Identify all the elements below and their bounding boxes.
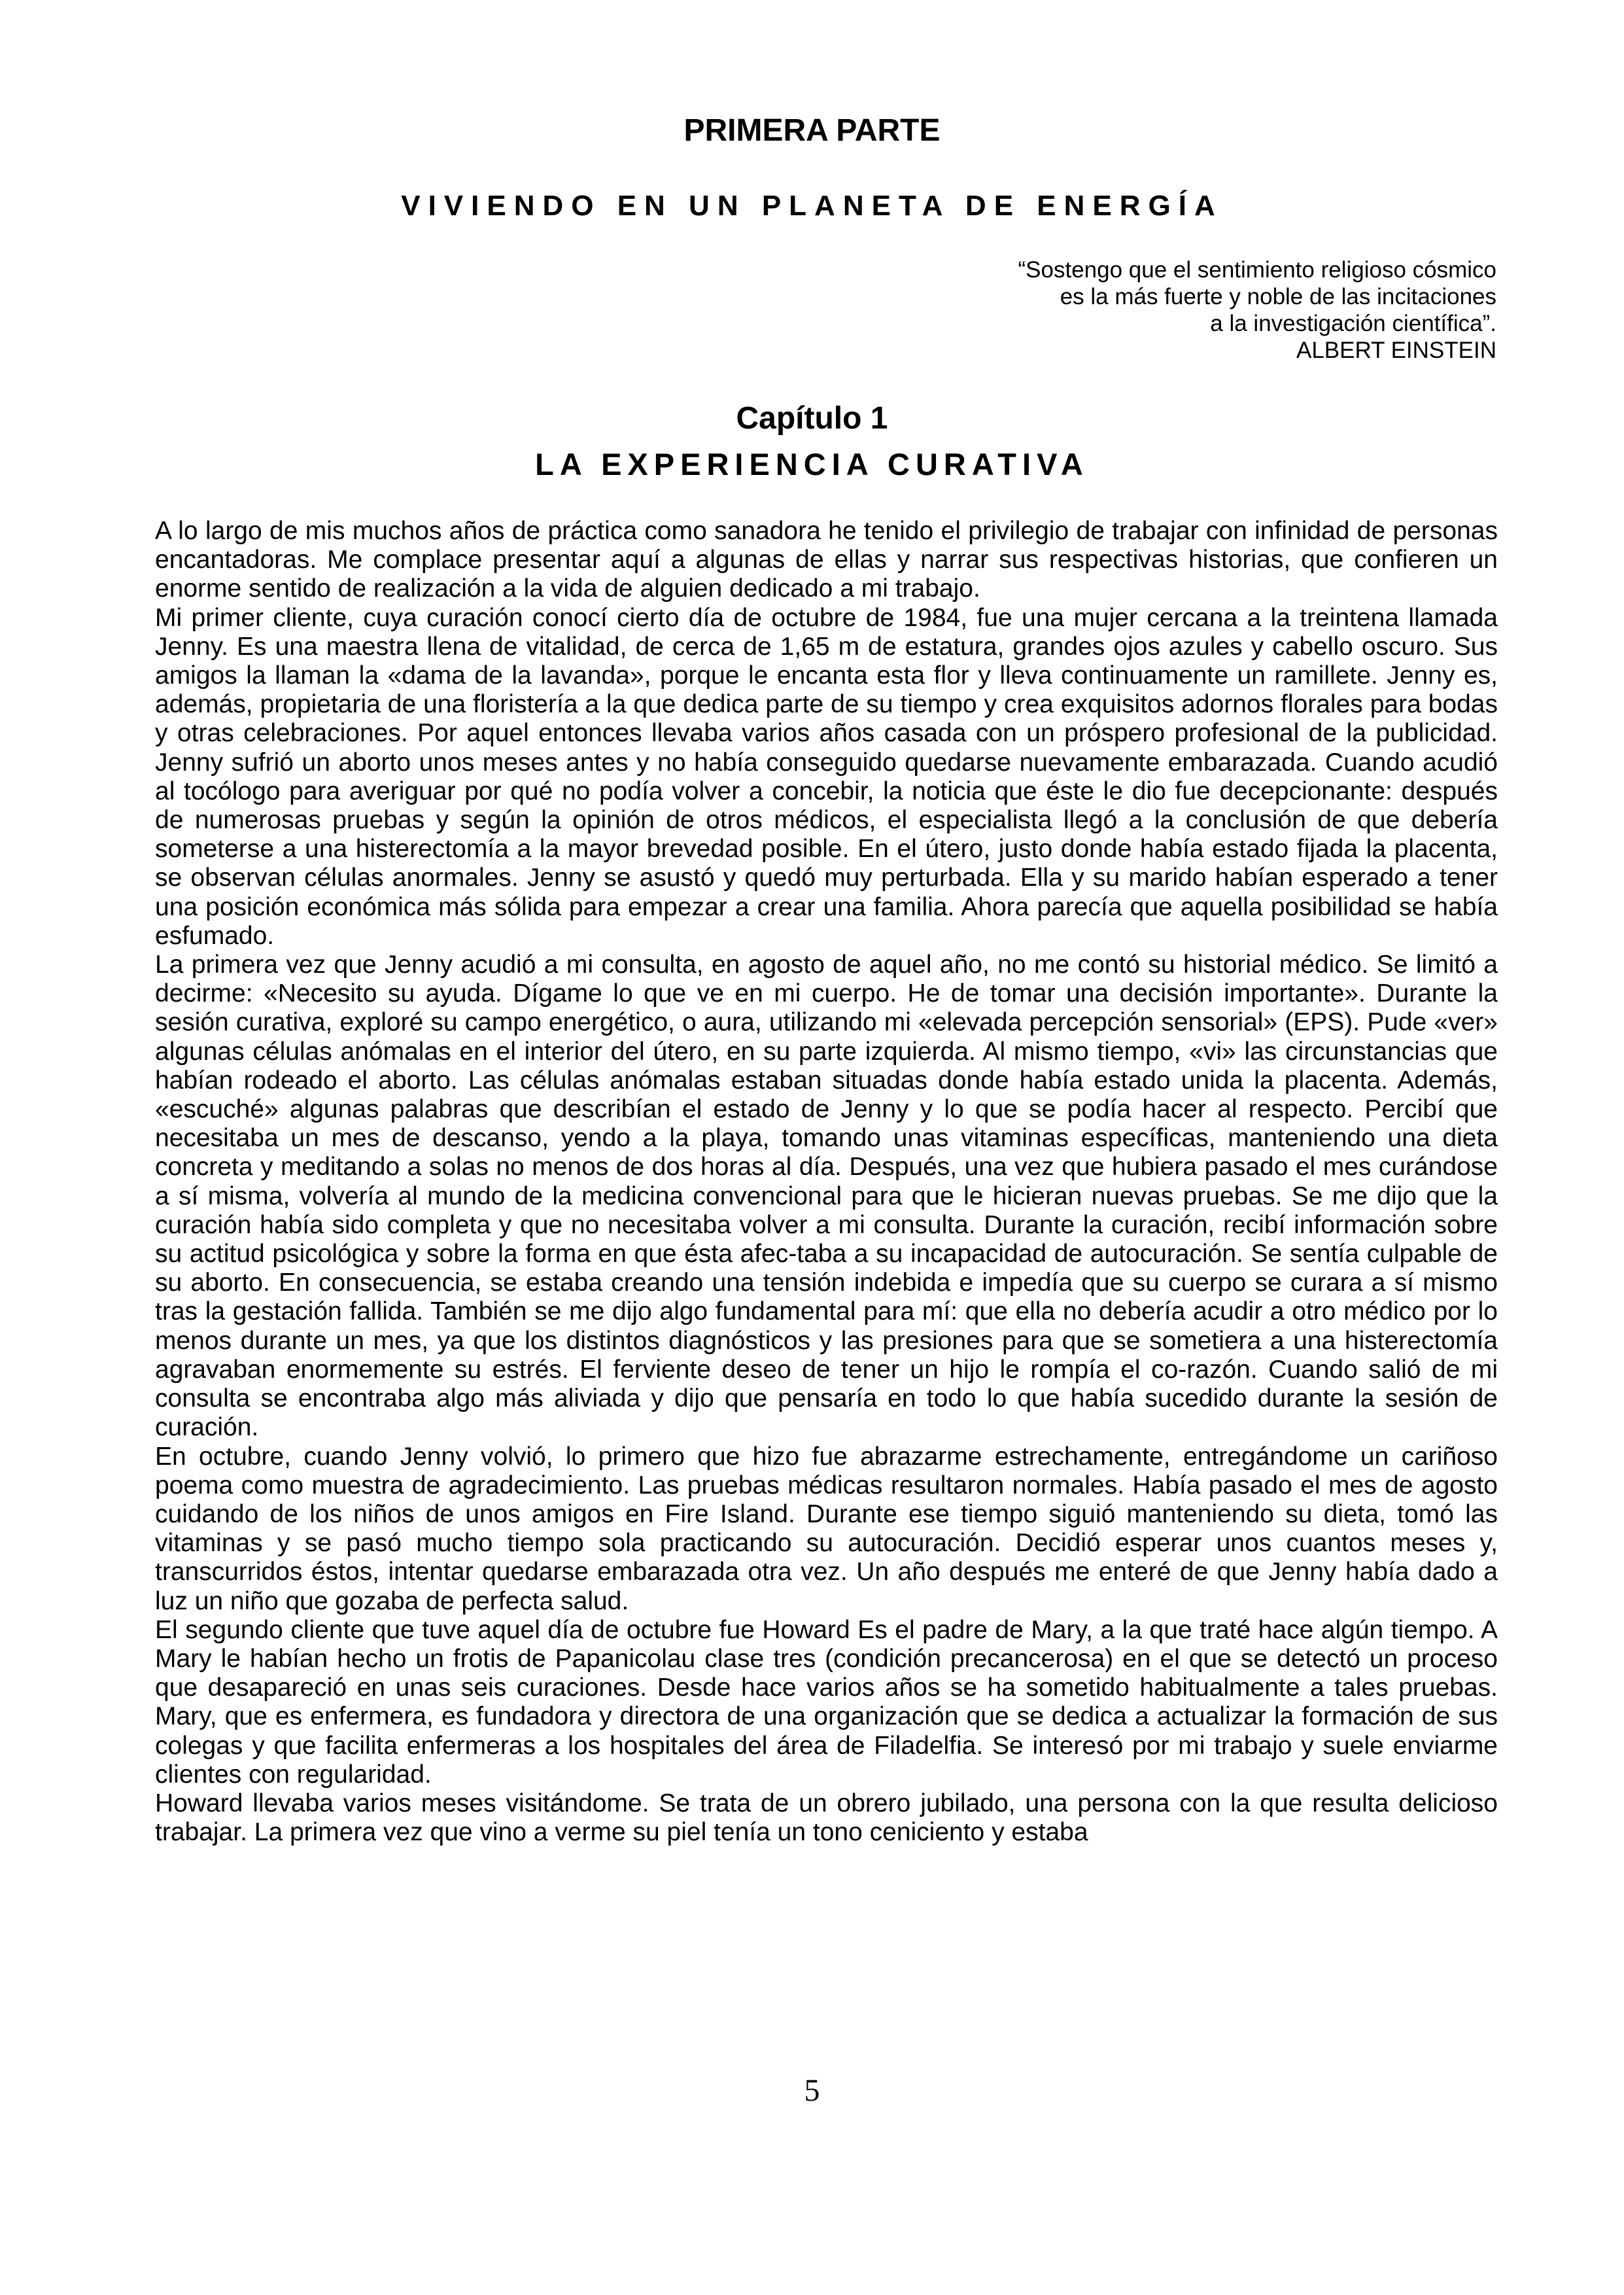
chapter-title: LA EXPERIENCIA CURATIVA <box>535 447 1089 482</box>
paragraph: En octubre, cuando Jenny volvió, lo primero que hizo fue abrazarme estrechamente, entregándome un cariñoso poema como muestra de agradecimiento. Las pruebas médicas resultaron normales. Había pasado el mes de agosto cuidando de los niños de unos amigos en Fire Island. Durante ese tiempo siguió manteniendo su dieta, tomó las vitaminas y se pasó mucho tiempo sola practicando su autocuración. Decidió esperar unos cuantos meses y, transcurridos éstos, intentar quedarse embarazada otra vez. Un año después me enteré de que Jenny había dado a luz un niño que gozaba de perfecta salud. <box>155 1442 1498 1615</box>
body-text <box>155 517 1498 1847</box>
paragraph: El segundo cliente que tuve aquel día de octubre fue Howard Es el padre de Mary, a la que traté hace algún tiempo. A Mary le habían hecho un frotis de Papanicolau clase tres (condición precancerosa) en el que se detectó un proceso que desapareció en unas seis curaciones. Desde hace varios años se ha sometido habitualmente a tales pruebas. Mary, que es enfermera, es fundadora y directora de una organización que se dedica a actualizar la formación de sus colegas y que facilita enfermeras a los hospitales del área de Filadelfia. Se interesó por mi trabajo y suele enviarme clientes con regularidad. <box>155 1615 1498 1789</box>
epigraph-line: a la investigación científica”. <box>1210 311 1496 336</box>
epigraph-line: “Sostengo que el sentimiento religioso cósmico <box>1018 257 1496 283</box>
part-label: PRIMERA PARTE <box>683 113 941 148</box>
chapter-number: Capítulo 1 <box>736 401 888 436</box>
epigraph-line: es la más fuerte y noble de las incitaciones <box>1060 284 1496 309</box>
paragraph: Mi primer cliente, cuya curación conocí cierto día de octubre de 1984, fue una mujer cercana a la treintena llamada Jenny. Es una maestra llena de vitalidad, de cerca de 1,65 m de estatura, grandes ojos azules y cabello oscuro. Sus amigos la llaman la «dama de la lavanda», porque le encanta esta flor y lleva continuamente un ramillete. Jenny es, además, propietaria de una floristería a la que dedica parte de su tiempo y crea exquisitos adornos florales para bodas y otras celebraciones. Por aquel entonces llevaba varios años casada con un próspero profesional de la publicidad. Jenny sufrió un aborto unos meses antes y no había conseguido quedarse nuevamente embarazada. Cuando acudió al tocólogo para averiguar por qué no podía volver a concebir, la noticia que éste le dio fue decepcionante: después de numerosas pruebas y según la opinión de otros médicos, el especialista llegó a la conclusión de que debería someterse a una histerectomía a la mayor brevedad posible. En el útero, justo donde había estado fijada la placenta, se observan células anormales. Jenny se asustó y quedó muy perturbada. Ella y su marido habían esperado a tener una posición económica más sólida para empezar a crear una familia. Ahora parecía que aquella posibilidad se había esfumado. <box>155 603 1498 950</box>
paragraph: La primera vez que Jenny acudió a mi consulta, en agosto de aquel año, no me contó su historial médico. Se limitó a decirme: «Necesito su ayuda. Dígame lo que ve en mi cuerpo. He de tomar una decisión importante». Durante la sesión curativa, exploré su campo energético, o aura, utilizando mi «elevada percepción sensorial» (EPS). Pude «ver» algunas células anómalas en el interior del útero, en su parte izquierda. Al mismo tiempo, «vi» las circunstancias que habían rodeado el aborto. Las células anómalas estaban situadas donde había estado unida la placenta. Además, «escuché» algunas palabras que describían el estado de Jenny y lo que se podía hacer al respecto. Percibí que necesitaba un mes de descanso, yendo a la playa, tomando unas vitaminas específicas, manteniendo una dieta concreta y meditando a solas no menos de dos horas al día. Después, una vez que hubiera pasado el mes curándose a sí misma, volvería al mundo de la medicina convencional para que le hicieran nuevas pruebas. Se me dijo que la curación había sido completa y que no necesitaba volver a mi consulta. Durante la curación, recibí información sobre su actitud psicológica y sobre la forma en que ésta afec-taba a su incapacidad de autocuración. Se sentía culpable de su aborto. En consecuencia, se estaba creando una tensión indebida e impedía que su cuerpo se curara a sí mismo tras la gestación fallida. También se me dijo algo fundamental para mí: que ella no debería acudir a otro médico por lo menos durante un mes, ya que los distintos diagnósticos y las presiones para que se sometiera a una histerectomía agravaban enormemente su estrés. El ferviente deseo de tener un hijo le rompía el co-razón. Cuando salió de mi consulta se encontraba algo más aliviada y dijo que pensaría en todo lo que había sucedido durante la sesión de curación. <box>155 951 1498 1442</box>
paragraph: A lo largo de mis muchos años de práctica como sanadora he tenido el privilegio de trabajar con infinidad de personas encantadoras. Me complace presentar aquí a algunas de ellas y narrar sus respectivas historias, que confieren un enorme sentido de realización a la vida de alguien dedicado a mi trabajo. <box>155 517 1498 603</box>
epigraph <box>777 256 1496 364</box>
page-number: 5 <box>804 2073 820 2108</box>
part-title: VIVIENDO EN UN PLANETA DE ENERGÍA <box>401 190 1223 222</box>
epigraph-author: ALBERT EINSTEIN <box>1296 338 1496 363</box>
paragraph: Howard llevaba varios meses visitándome. Se trata de un obrero jubilado, una persona con la que resulta delicioso trabajar. La primera vez que vino a verme su piel tenía un tono ceniciento y estaba <box>155 1789 1498 1847</box>
